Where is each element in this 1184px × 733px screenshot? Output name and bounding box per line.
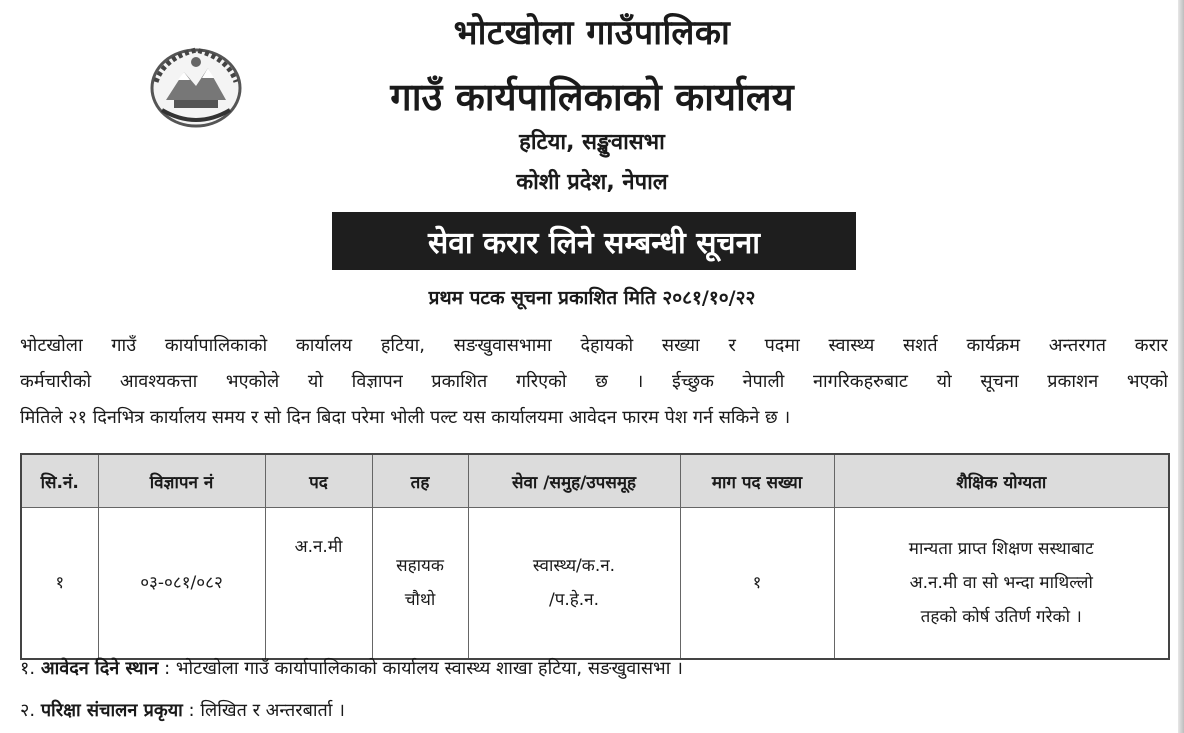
qualification-line: तहको कोर्ष उतिर्ण गरेको । <box>920 607 1082 627</box>
cell-ad-no: ०३-०८१/०८२ <box>98 508 265 660</box>
note-number: १. <box>20 658 36 679</box>
cell-level <box>372 508 468 660</box>
col-header-count: माग पद सख्या <box>680 454 834 508</box>
level-line: चौथो <box>404 590 436 610</box>
publish-date: प्रथम पटक सूचना प्रकाशित मिति २०८१/१०/२२ <box>428 287 756 309</box>
notice-title: सेवा करार लिने सम्बन्धी सूचना <box>427 225 761 261</box>
qualification-line: अ.न.मी वा सो भन्दा माथिल्लो <box>909 573 1093 593</box>
cell-service <box>468 508 680 660</box>
body-line: कर्मचारीको आवश्यकत्ता भएकोले यो विज्ञापन प्रकाशित गरिएको छ । ईच्छुक नेपाली नागरिकहरुबाट यो सूचना प्रकाशन भएको <box>20 371 1168 392</box>
cell-post: अ.न.मी <box>265 508 372 660</box>
table-row <box>21 508 1169 660</box>
note-application-place <box>20 656 683 680</box>
note-text: : भोटखोला गाउँ कार्यापालिकाको कार्यालय स्वास्थ्य शाखा हटिया, सङखुवासभा । <box>164 658 683 679</box>
col-header-sn: सि.नं. <box>21 454 98 508</box>
table-header-row <box>21 454 1169 508</box>
qualification-line: मान्यता प्राप्त शिक्षण सस्थाबाट <box>908 539 1094 559</box>
col-header-level: तह <box>372 454 468 508</box>
note-text: : लिखित र अन्तरबार्ता । <box>188 700 345 721</box>
note-exam-process <box>20 698 345 722</box>
body-line: भोटखोला गाउँ कार्यापालिकाको कार्यालय हटिया, सङखुवासभामा देहायको सख्या र पदमा स्वास्थ्य सशर्त कार्यक्रम अन्तरगत करार <box>20 335 1168 356</box>
col-header-qualification: शैक्षिक योग्यता <box>834 454 1169 508</box>
office-address: हटिया, सङ्खुवासभा <box>519 130 665 155</box>
office-name: गाउँ कार्यपालिकाको कार्यालय <box>390 75 794 119</box>
province-country: कोशी प्रदेश, नेपाल <box>516 170 668 195</box>
cell-qualification <box>834 508 1169 660</box>
col-header-ad-no: विज्ञापन नं <box>98 454 265 508</box>
page-edge-shadow <box>1178 0 1184 733</box>
cell-sn: १ <box>21 508 98 660</box>
level-line: सहायक <box>396 556 444 576</box>
vacancy-table <box>20 453 1170 660</box>
notice-body <box>20 328 1168 436</box>
service-line: /प.हे.न. <box>548 590 600 610</box>
note-number: २. <box>20 700 36 721</box>
col-header-post: पद <box>265 454 372 508</box>
note-label: परिक्षा संचालन प्रकृया <box>40 700 183 721</box>
body-line: मितिले २१ दिनभित्र कार्यालय समय र सो दिन बिदा परेमा भोली पल्ट यस कार्यालयमा आवेदन फारम पेश गर्न सकिने छ । <box>20 407 791 428</box>
notice-title-banner <box>332 212 856 270</box>
note-label: आवेदन दिने स्थान <box>40 658 159 679</box>
cell-count: १ <box>680 508 834 660</box>
col-header-service: सेवा /समुह/उपसमूह <box>468 454 680 508</box>
municipality-name: भोटखोला गाउँपालिका <box>453 13 731 53</box>
service-line: स्वास्थ्य/क.न. <box>532 556 616 576</box>
